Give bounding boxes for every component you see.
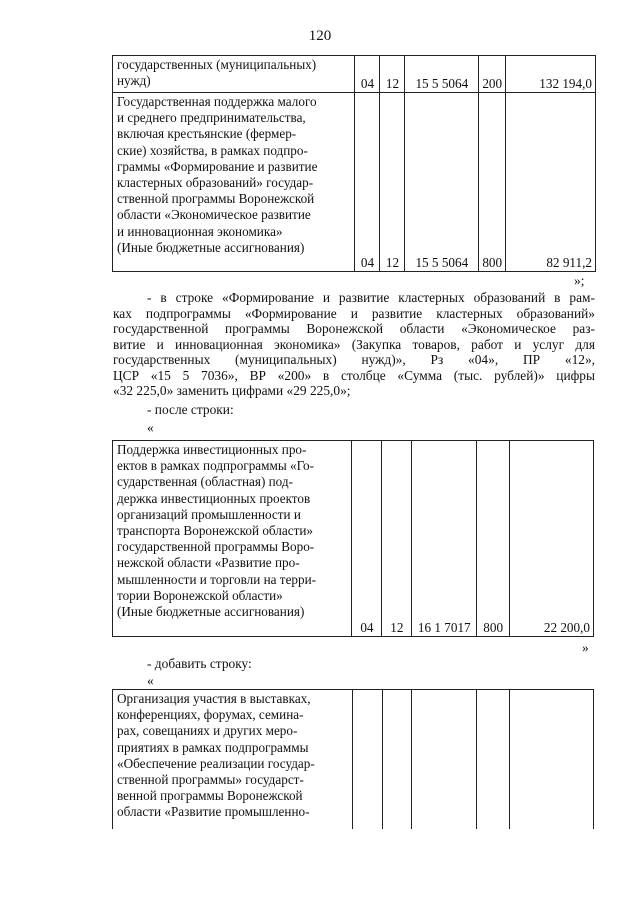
desc-line: рах, совещаниях и других меро-: [117, 723, 298, 739]
desc-line: ственной программы Воронежской: [117, 191, 315, 207]
row-description: [113, 56, 355, 93]
desc-line: сударственная (областная) под-: [117, 474, 294, 490]
csr-cell: [412, 690, 477, 830]
desc-line: кластерных образований» государ-: [117, 175, 314, 191]
add-row-label: - добавить строку:: [147, 656, 252, 671]
desc-line: включая крестьянские (фермер-: [117, 126, 297, 142]
row-description: [113, 93, 355, 272]
desc-line: конференциях, форумах, семина-: [117, 707, 304, 723]
paragraph-line: ЦСР «15 5 7036», ВР «200» в столбце «Сумма (тыс. рублей)» цифры: [113, 367, 595, 383]
desc-line: ские) хозяйства, в рамках подпро-: [117, 142, 308, 158]
pr-cell: [382, 690, 412, 830]
page-number: 120: [308, 28, 332, 44]
paragraph-line: витие и инновационная экономика» (Закупка товаров, работ и услуг для: [113, 336, 595, 352]
opening-quote: «: [147, 420, 154, 435]
pr-cell: 12: [380, 93, 405, 272]
table-row: [113, 441, 594, 637]
table-row: [113, 690, 594, 830]
desc-line: нужд): [117, 73, 151, 89]
rz-cell: 04: [352, 441, 382, 637]
rz-cell: 04: [355, 56, 380, 93]
desc-line: тории Воронежской области»: [117, 587, 283, 603]
csr-cell: 15 5 5064: [405, 93, 479, 272]
desc-line: Поддержка инвестиционных про-: [117, 442, 307, 457]
table-row: [113, 93, 596, 272]
desc-line: государственной программы Воро-: [117, 539, 315, 555]
desc-line: Государственная поддержка малого: [117, 94, 317, 109]
vr-cell: 200: [479, 56, 506, 93]
desc-line: области «Развитие промышленно-: [117, 804, 310, 820]
desc-line: держка инвестиционных проектов: [117, 490, 311, 506]
sum-cell: 82 911,2: [506, 93, 596, 272]
desc-line: Организация участия в выставках,: [117, 691, 311, 706]
budget-table-1: [112, 55, 596, 272]
desc-line: граммы «Формирование и развитие: [117, 158, 318, 174]
desc-line: транспорта Воронежской области»: [117, 523, 314, 539]
paragraph-line: ках подпрограммы «Формирование и развитие кластерных образований»: [113, 305, 595, 321]
table-3-clip: [112, 689, 596, 829]
closing-quote: »;: [574, 273, 585, 288]
desc-line: мышленности и торговли на терри-: [117, 571, 317, 587]
pr-cell: 12: [380, 56, 405, 93]
sum-cell: 132 194,0: [506, 56, 596, 93]
amendment-paragraph: [113, 290, 595, 399]
desc-line: и инновационная экономика»: [117, 223, 283, 239]
desc-line: государственных (муниципальных): [117, 57, 317, 72]
paragraph-line: государственной программы Воронежской области «Экономическое раз-: [113, 321, 595, 336]
csr-cell: 16 1 7017: [412, 441, 477, 637]
sum-cell: [510, 690, 594, 830]
after-row-label: - после строки:: [147, 402, 234, 417]
paragraph-line: - в строке «Формирование и развитие кластерных образований в рам-: [147, 290, 595, 305]
desc-line: приятиях в рамках подпрограммы: [117, 739, 309, 755]
budget-table-3: [112, 689, 594, 829]
desc-line: ектов в рамках подпрограммы «Го-: [117, 458, 315, 474]
sum-cell: 22 200,0: [510, 441, 594, 637]
budget-table-2: [112, 440, 594, 637]
opening-quote: «: [147, 673, 154, 688]
desc-line: ственной программы» государст-: [117, 772, 304, 788]
vr-cell: 800: [479, 93, 506, 272]
vr-cell: 800: [477, 441, 510, 637]
desc-line: нежской области «Развитие про-: [117, 555, 300, 571]
desc-line: венной программы Воронежской: [117, 788, 303, 804]
paragraph-line: государственных (муниципальных) нужд)», Рз «04», ПР «12»,: [113, 352, 595, 367]
rz-cell: [352, 690, 382, 830]
closing-quote: »: [582, 640, 589, 655]
table-row: [113, 56, 596, 93]
desc-line: области «Экономическое развитие: [117, 207, 311, 223]
desc-line: (Иные бюджетные ассигнования): [117, 239, 305, 255]
desc-line: и среднего предпринимательства,: [117, 110, 306, 126]
row-description: [113, 441, 352, 637]
desc-line: (Иные бюджетные ассигнования): [117, 604, 305, 620]
paragraph-line: «32 225,0» заменить цифрами «29 225,0»;: [113, 383, 351, 398]
pr-cell: 12: [382, 441, 412, 637]
vr-cell: [477, 690, 510, 830]
row-description: [113, 690, 353, 830]
desc-line: организаций промышленности и: [117, 506, 301, 522]
rz-cell: 04: [355, 93, 380, 272]
desc-line: «Обеспечение реализации государ-: [117, 755, 315, 771]
csr-cell: 15 5 5064: [405, 56, 479, 93]
